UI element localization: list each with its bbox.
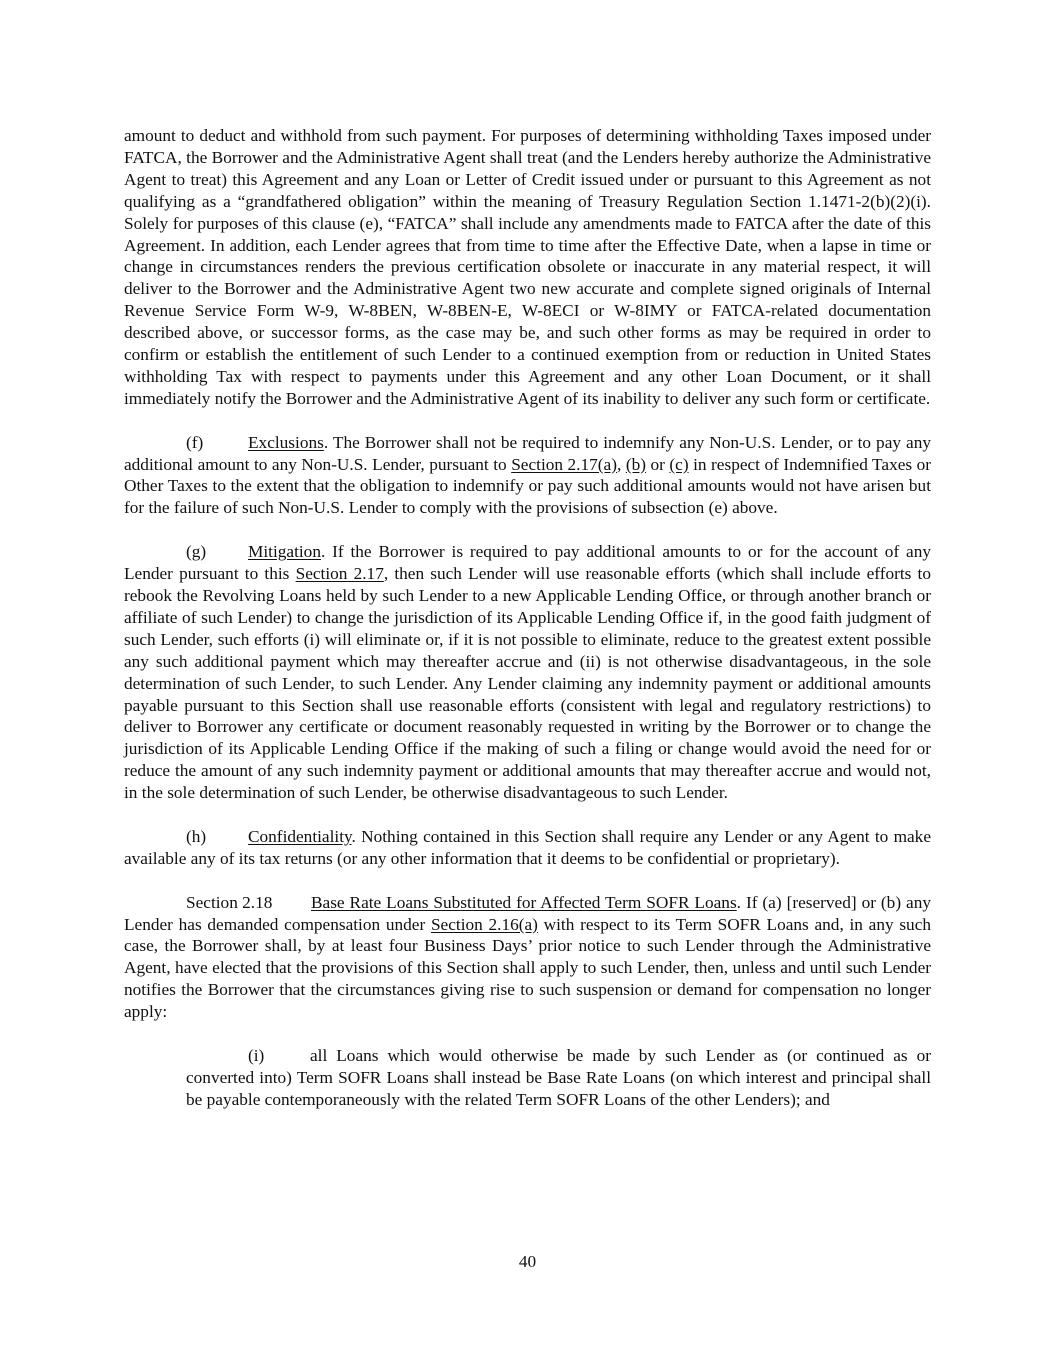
paragraph-e-continued: amount to deduct and withhold from such payment. For purposes of determining withholding Taxes imposed under FATCA, the Borrower and the Administrative Agent shall treat (and the Lenders hereby authorize the Administrative Agent to treat) this Agreement and any Loan or Letter of Credit issued under or pursuant to this Agreement as not qualifying as a “grandfathered obligation” within the meaning of Treasury Regulation Section 1.1471-2(b)(2)(i). Solely for purposes of this clause (e), “FATCA” shall include any amendments made to FATCA after the date of this Agreement. In addition, each Lender agrees that from time to time after the Effective Date, when a lapse in time or change in circumstances renders the previous certification obsolete or inaccurate in any material respect, it will deliver to the Borrower and the Administrative Agent two new accurate and complete signed originals of Internal Revenue Service Form W-9, W-8BEN, W-8BEN-E, W-8ECI or W-8IMY or FATCA-related documentation described above, or successor forms, as the case may be, and such other forms as may be required in order to confirm or establish the entitlement of such Lender to a continued exemption from or reduction in United States withholding Tax with respect to payments under this Agreement and any other Loan Document, or it shall immediately notify the Borrower and the Administrative Agent of its inability to deliver any such form or certificate.	[124, 126, 931, 408]
paragraph-f-label: (f)	[186, 432, 204, 452]
paragraph-g-text: . If the Borrower is required to pay additional amounts to or for the account of any Lender pursuant to this	[124, 542, 931, 584]
section-2-18-heading: Base Rate Loans Substituted for Affected Term SOFR Loans	[311, 892, 737, 912]
section-reference: Section 2.17	[295, 564, 384, 584]
page-number: 40	[518, 1252, 537, 1271]
paragraph-f-text: or	[645, 454, 670, 474]
section-reference: Section 2.17(a)	[511, 454, 617, 474]
paragraph-g-text: , then such Lender will use reasonable efforts (which shall include efforts to rebook the Revolving Loans held by such Lender to a new Applicable Lending Office, or through another branch or affiliate of such Lender) to change the jurisdiction of its Applicable Lending Office if, in the good faith judgment of such Lender, such efforts (i) will eliminate or, if it is not possible to eliminate, reduce to the greatest extent possible any such additional payment which may thereafter accrue and (ii) is not otherwise disadvantageous, in the sole determination of such Lender, to such Lender. Any Lender claiming any indemnity payment or additional amounts payable pursuant to this Section shall use reasonable efforts (consistent with legal and regulatory restrictions) to deliver to Borrower any certificate or document reasonably requested in writing by the Borrower or to change the jurisdiction of its Applicable Lending Office if the making of such a filing or change would avoid the need for or reduce the amount of any such indemnity payment or additional amounts that may thereafter accrue and would not, in the sole determination of such Lender, be otherwise disadvantageous to such Lender.	[124, 564, 931, 803]
paragraph-f-text: ,	[616, 454, 626, 474]
paragraph-g-heading: Mitigation	[248, 542, 321, 562]
document-body	[124, 125, 931, 1111]
paragraph-h-heading: Confidentiality	[248, 826, 352, 846]
subclause-i-label: (i)	[248, 1045, 265, 1065]
section-2-18-text: with respect to its Term SOFR Loans and, in any such case, the Borrower shall, by at least four Business Days’ prior notice to such Lender through the Administrative Agent, have elected that the provisions of this Section shall apply to such Lender, then, unless and until such Lender notifies the Borrower that the circumstances giving rise to such suspension or demand for compensation no longer apply:	[124, 914, 932, 1022]
section-2-18-label: Section 2.18	[186, 892, 273, 912]
paragraph-h-text: . Nothing contained in this Section shall require any Lender or any Agent to make available any of its tax returns (or any other information that it deems to be confidential or proprietary).	[124, 826, 931, 868]
section-reference: (c)	[669, 454, 689, 474]
subclause-i-text: all Loans which would otherwise be made by such Lender as (or continued as or converted into) Term SOFR Loans shall instead be Base Rate Loans (on which interest and principal shall be payable contemporaneously with the related Term SOFR Loans of the other Lenders); and	[186, 1045, 931, 1109]
paragraph-h	[124, 826, 931, 870]
section-2-18	[124, 892, 931, 1023]
paragraph-f	[124, 432, 931, 520]
paragraph-g-label: (g)	[186, 542, 207, 562]
paragraph-f-heading: Exclusions	[248, 432, 324, 452]
paragraph-f-text: in respect of Indemnified Taxes or Other Taxes to the extent that the obligation to indemnify or pay such additional amounts would not have arisen but for the failure of such Non-U.S. Lender to comply with the provisions of subsection (e) above.	[124, 454, 932, 518]
section-reference: (b)	[625, 454, 646, 474]
paragraph-h-label: (h)	[186, 826, 207, 846]
paragraph-g	[124, 541, 931, 804]
subclause-i	[186, 1045, 931, 1111]
paragraph-f-text: . The Borrower shall not be required to indemnify any Non-U.S. Lender, or to pay any additional amount to any Non-U.S. Lender, pursuant to	[124, 432, 931, 474]
section-reference: Section 2.16(a)	[430, 914, 538, 934]
section-2-18-text: . If (a) [reserved] or (b) any Lender has demanded compensation under	[124, 892, 931, 934]
